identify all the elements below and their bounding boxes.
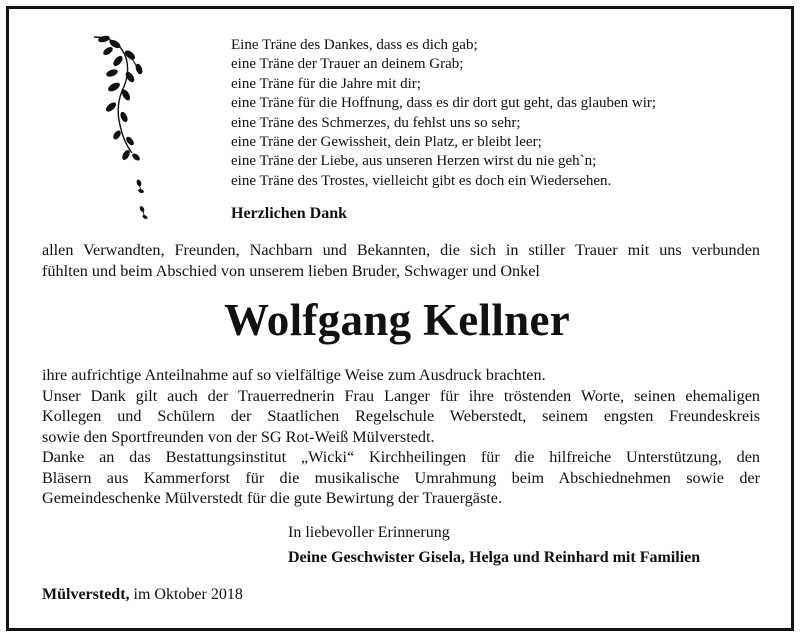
intro-line: allen Verwandten, Freunden, Nachbarn und Bekannten, die sich in stiller Trauer mit uns verbunden: [42, 241, 760, 259]
intro-line: fühlten und beim Abschied von unserem lieben Bruder, Schwager und Onkel: [42, 261, 540, 280]
poem-line: eine Träne des Trostes, vielleicht gibt es doch ein Wiedersehen.: [231, 172, 612, 189]
body-line: ihre aufrichtige Anteilnahme auf so vielfältige Weise zum Ausdruck brachten.: [42, 366, 546, 384]
poem-line: eine Träne für die Jahre mit dir;: [231, 75, 421, 92]
place: Mülverstedt,: [42, 586, 130, 603]
poem-line: eine Träne der Trauer an deinem Grab;: [231, 56, 464, 73]
body-line: Kollegen und Schülern der Staatlichen Regelschule Weberstedt, seinem engsten Freundeskreis: [42, 407, 760, 425]
body-line: sowie den Sportfreunden von der SG Rot-Weiß Mülverstedt.: [42, 427, 435, 446]
closing-phrase: In liebevoller Erinnerung: [288, 524, 450, 541]
deceased-name: Wolfgang Kellner: [223, 295, 571, 345]
body-paragraph: [42, 365, 760, 509]
poem: [231, 36, 656, 191]
poem-line: eine Träne des Schmerzes, du fehlst uns so sehr;: [231, 114, 521, 131]
signature: Deine Geschwister Gisela, Helga und Reinhard mit Familien: [288, 549, 701, 566]
thanks-heading: Herzlichen Dank: [231, 205, 347, 222]
obituary-card: [6, 6, 794, 631]
date: im Oktober 2018: [133, 586, 243, 603]
place-date: [42, 586, 243, 604]
leafy-branch-icon: [84, 31, 164, 231]
body-line: Danke an das Bestattungsinstitut „Wicki“ Kirchheilingen für die hilfreiche Unterstützung, den: [42, 448, 760, 466]
poem-line: eine Träne für die Hoffnung, dass es dir dort gut geht, das glauben wir;: [231, 95, 657, 112]
intro-paragraph: [42, 240, 760, 281]
body-line: Unser Dank gilt auch der Trauerrednerin Frau Langer für ihre tröstenden Worte, seinen ehemaligen: [42, 386, 760, 405]
poem-line: eine Träne der Gewissheit, dein Platz, er bleibt leer;: [231, 134, 542, 151]
body-line: Gemeindeschenke Mülverstedt für die gute Bewirtung der Trauergäste.: [42, 489, 503, 507]
body-line: Bläsern aus Kammerforst für die musikalische Umrahmung beim Abschiednehmen sowie der: [42, 468, 760, 487]
poem-line: Eine Träne des Dankes, dass es dich gab;: [231, 37, 478, 53]
poem-line: eine Träne der Liebe, aus unseren Herzen wirst du nie geh`n;: [231, 153, 597, 170]
